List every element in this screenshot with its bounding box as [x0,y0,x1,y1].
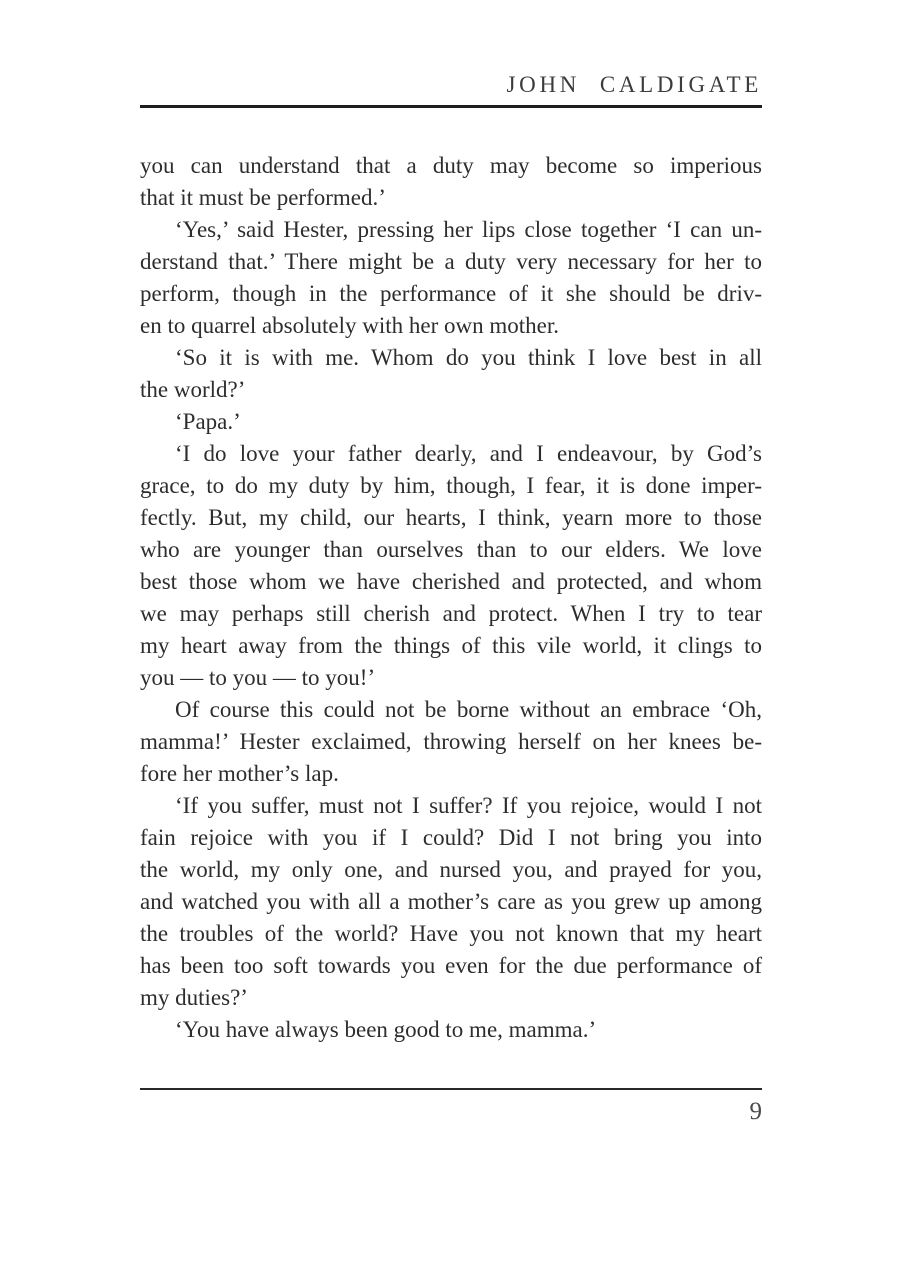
text-line: grace, to do my duty by him, though, I fear, it is done imper- [140,473,762,498]
text-line: best those whom we have cherished and protected, and whom [140,569,762,594]
text-line: perform, though in the performance of it she should be driv- [140,281,762,306]
text-line: fain rejoice with you if I could? Did I not bring you into [140,825,762,850]
text-line: Of course this could not be borne without an embrace ‘Oh, [175,697,762,722]
body-text [140,150,762,1046]
text-line: mamma!’ Hester exclaimed, throwing herself on her knees be- [140,729,762,754]
text-line: has been too soft towards you even for the due performance of [140,953,762,978]
header-rule [140,105,762,108]
text-line: you can understand that a duty may become so imperious [140,153,762,178]
text-line: that it must be performed.’ [140,185,386,210]
text-line: my heart away from the things of this vile world, it clings to [140,633,762,658]
text-line: derstand that.’ There might be a duty very necessary for her to [140,249,762,274]
running-head: JOHN CALDIGATE [506,72,762,97]
text-line: ‘Papa.’ [175,409,241,434]
text-line: the world?’ [140,377,246,402]
text-line: fectly. But, my child, our hearts, I think, yearn more to those [140,505,762,530]
text-line: ‘I do love your father dearly, and I endeavour, by God’s [175,441,762,466]
text-line: you — to you — to you!’ [140,665,376,690]
book-page [0,72,900,1272]
text-line: we may perhaps still cherish and protect. When I try to tear [140,601,762,626]
text-line: ‘If you suffer, must not I suffer? If you rejoice, would I not [175,793,762,818]
page-number: 9 [749,1098,762,1125]
text-line: ‘So it is with me. Whom do you think I love best in all [175,345,762,370]
text-line: the world, my only one, and nursed you, and prayed for you, [140,857,762,882]
text-line: and watched you with all a mother’s care as you grew up among [140,889,762,914]
text-line: ‘You have always been good to me, mamma.’ [175,1017,597,1042]
text-line: fore her mother’s lap. [140,761,339,786]
text-line: ‘Yes,’ said Hester, pressing her lips close together ‘I can un- [175,217,762,242]
text-line: en to quarrel absolutely with her own mother. [140,313,560,338]
text-line: the troubles of the world? Have you not known that my heart [140,921,762,946]
text-line: my duties?’ [140,985,248,1010]
text-line: who are younger than ourselves than to our elders. We love [140,537,762,562]
footer-rule [140,1088,762,1090]
